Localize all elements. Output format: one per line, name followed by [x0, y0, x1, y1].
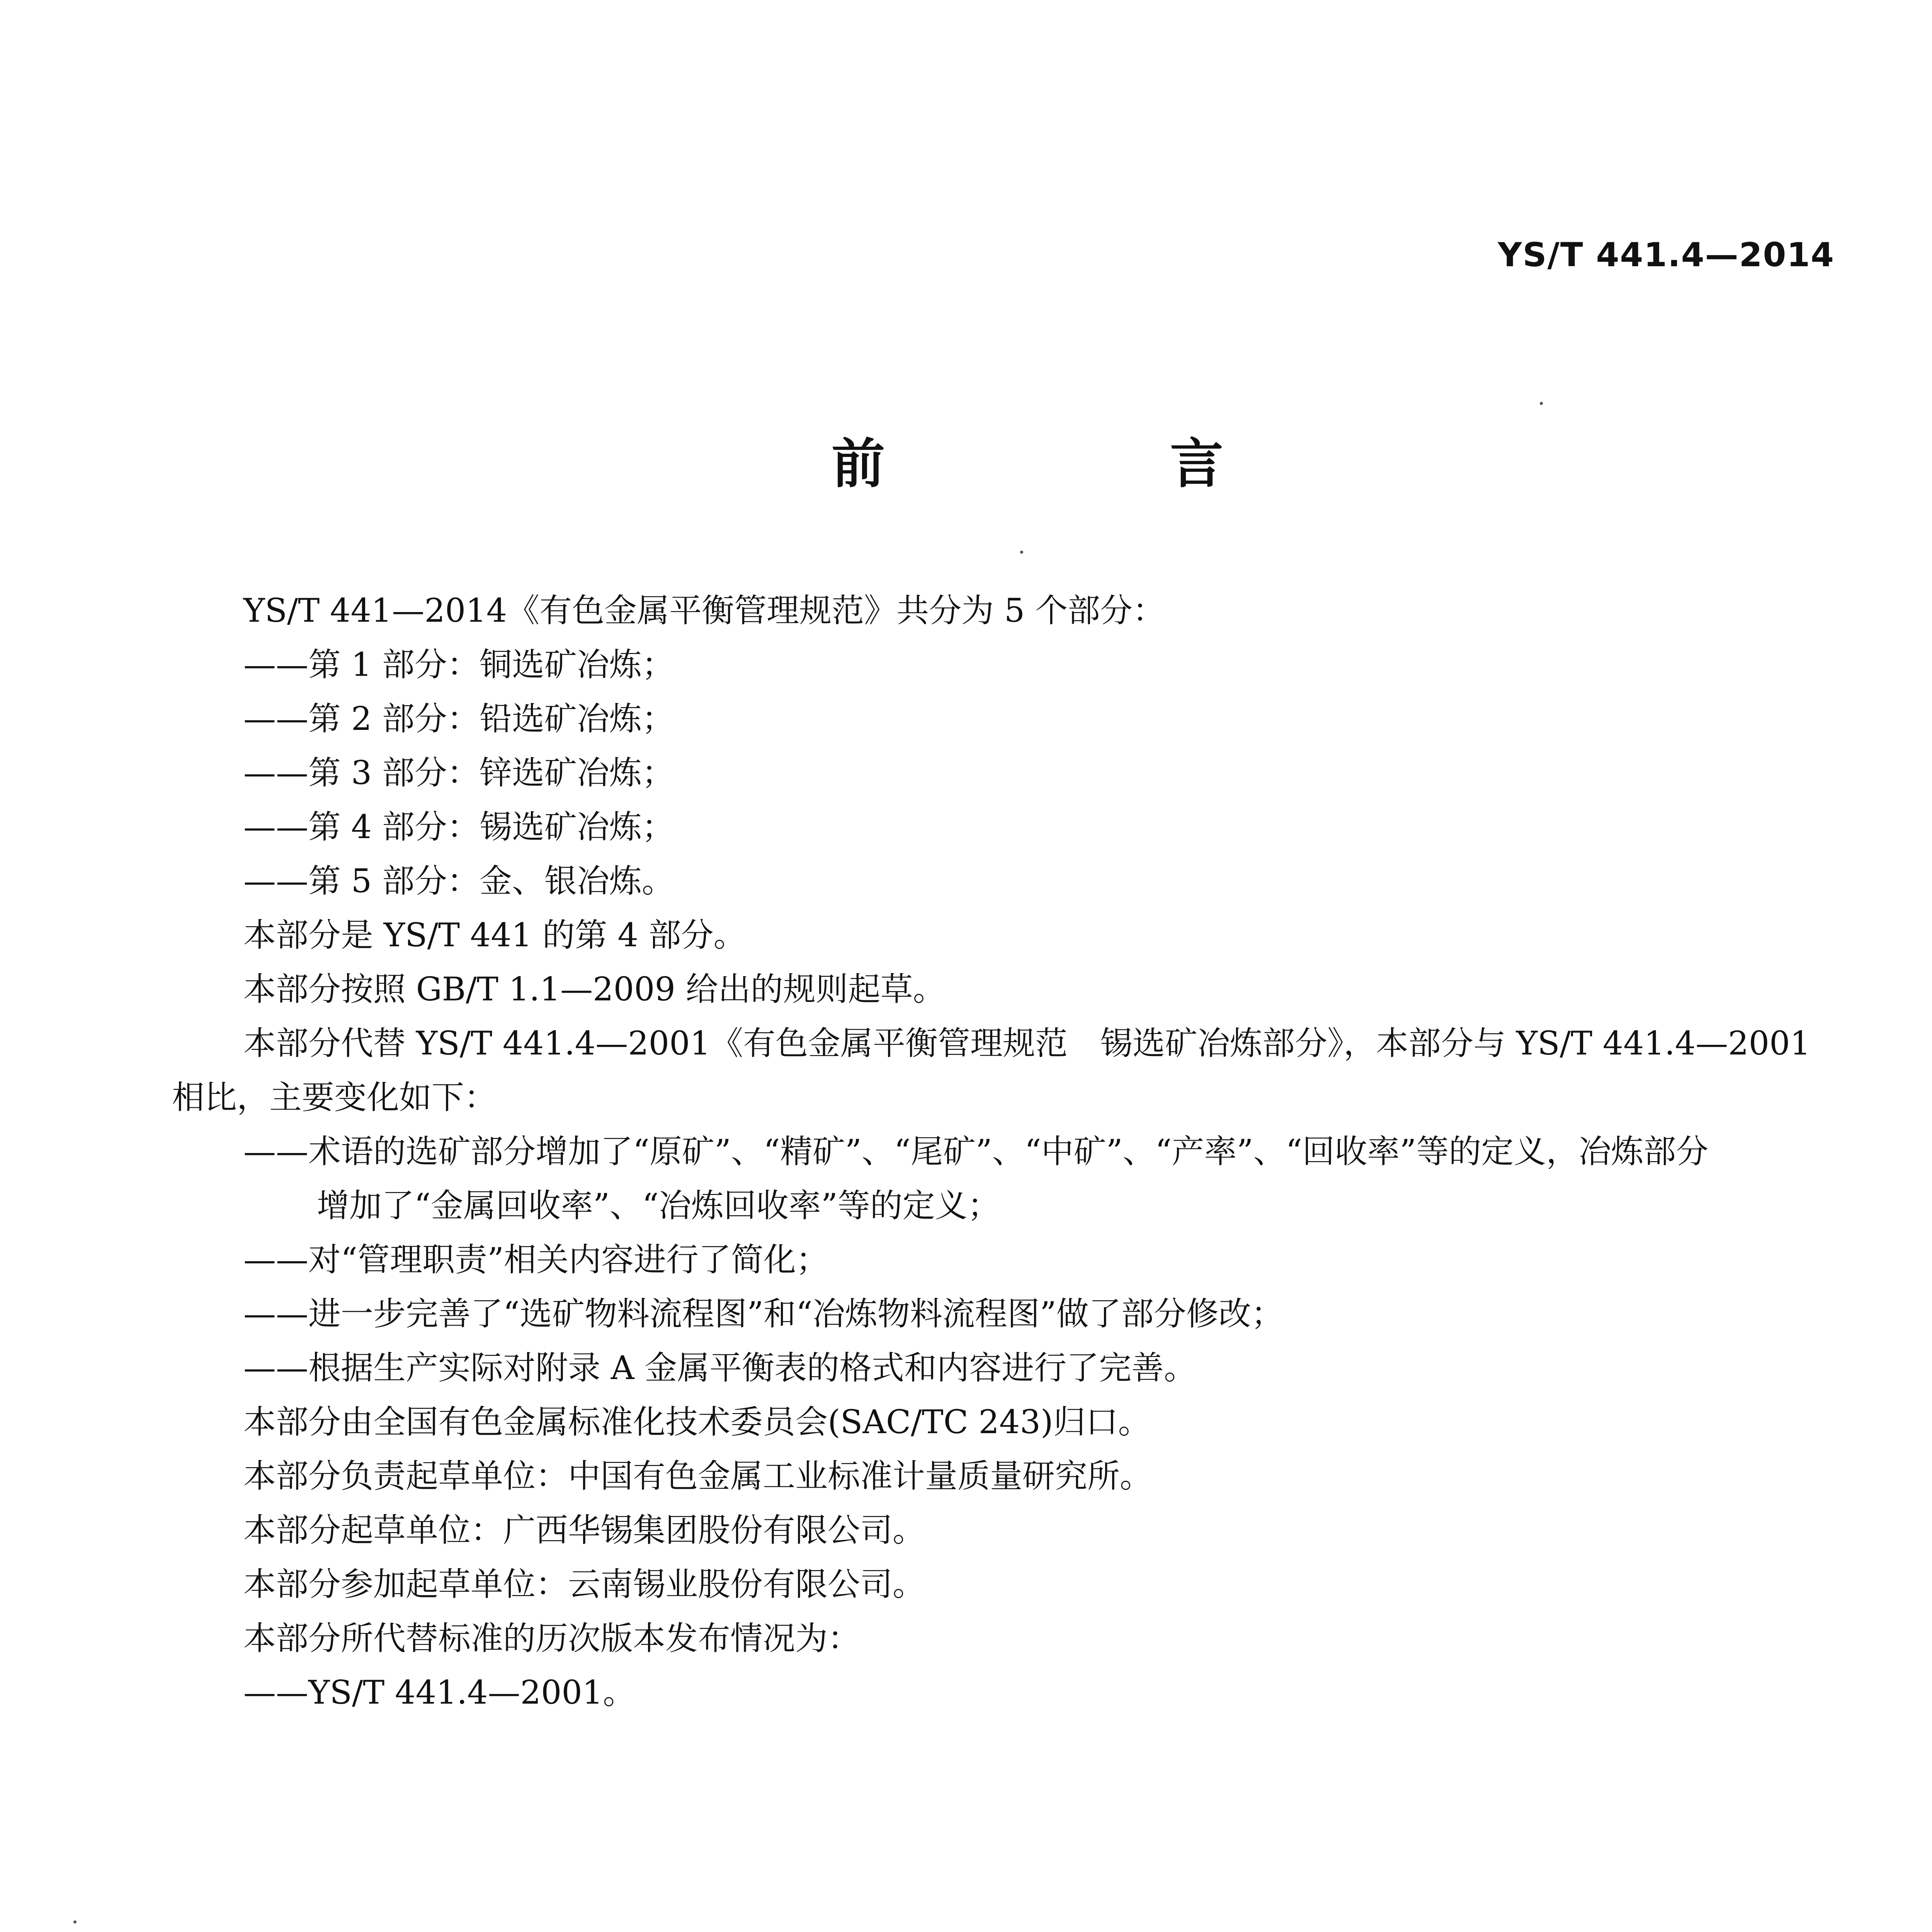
paragraph: 本部分所代替标准的历次版本发布情况为：: [243, 1619, 861, 1657]
list-item-continuation: 增加了“金属回收率”、“冶炼回收率”等的定义；: [317, 1187, 1000, 1225]
paragraph-continuation: 相比，主要变化如下：: [172, 1078, 497, 1116]
paragraph: 本部分由全国有色金属标准化技术委员会(SAC/TC 243)归口。: [243, 1403, 1151, 1441]
paragraph: 本部分代替 YS/T 441.4—2001《有色金属平衡管理规范 锡选矿冶炼部分》，本部分与 YS/T 441.4—2001: [243, 1024, 1811, 1062]
paragraph: 本部分负责起草单位：中国有色金属工业标准计量质量研究所。: [243, 1457, 1153, 1495]
list-item: ——YS/T 441.4—2001。: [243, 1673, 636, 1711]
paragraph: 本部分起草单位：广西华锡集团股份有限公司。: [243, 1511, 925, 1549]
list-item: ——第 4 部分：锡选矿冶炼；: [243, 808, 674, 846]
list-item: ——根据生产实际对附录 A 金属平衡表的格式和内容进行了完善。: [243, 1349, 1197, 1387]
list-item: ——术语的选矿部分增加了“原矿”、“精矿”、“尾矿”、“中矿”、“产率”、“回收率”等的定义，冶炼部分: [243, 1133, 1709, 1170]
scan-speck: [1540, 402, 1543, 405]
page-title: 前 言: [832, 433, 1339, 495]
paragraph: YS/T 441—2014《有色金属平衡管理规范》共分为 5 个部分：: [243, 592, 1165, 629]
foreword-body: [172, 583, 1835, 1719]
standard-code: YS/T 441.4—2014: [1498, 236, 1835, 274]
list-item: ——第 2 部分：铅选矿冶炼；: [243, 700, 674, 738]
list-item: ——第 1 部分：铜选矿冶炼；: [243, 646, 674, 684]
paragraph: 本部分是 YS/T 441 的第 4 部分。: [243, 916, 746, 954]
scan-speck: [1020, 551, 1023, 554]
paragraph: 本部分参加起草单位：云南锡业股份有限公司。: [243, 1565, 925, 1603]
scan-speck: [73, 1920, 77, 1923]
list-item: ——对“管理职责”相关内容进行了简化；: [243, 1241, 828, 1279]
list-item: ——第 3 部分：锌选矿冶炼；: [243, 754, 674, 792]
paragraph: 本部分按照 GB/T 1.1—2009 给出的规则起草。: [243, 970, 946, 1008]
list-item: ——第 5 部分：金、银冶炼。: [243, 862, 674, 900]
list-item: ——进一步完善了“选矿物料流程图”和“冶炼物料流程图”做了部分修改；: [243, 1295, 1284, 1333]
